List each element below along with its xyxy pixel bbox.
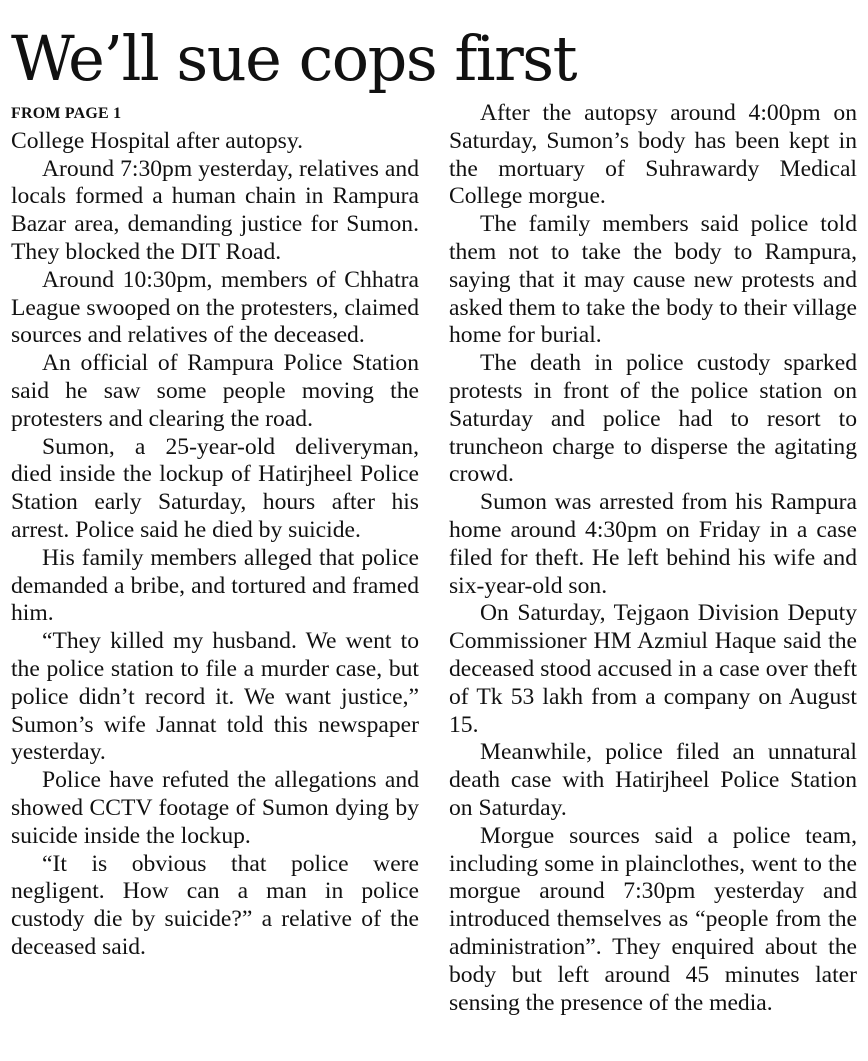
- paragraph: On Saturday, Tejgaon Division Deputy Commissioner HM Azmiul Haque said the deceased stood accused in a case over theft of Tk 53 lakh from a company on August 15.: [449, 600, 857, 738]
- paragraph: The family members said police told them not to take the body to Rampura, saying that it may cause new protests and asked them to take the body to their village home for burial.: [449, 211, 857, 349]
- paragraph: College Hospital after autopsy.: [11, 127, 304, 154]
- paragraph: Meanwhile, police filed an unnatural death case with Hatirjheel Police Station on Saturday.: [449, 739, 857, 821]
- paragraph: Police have refuted the allegations and showed CCTV footage of Sumon dying by suicide inside the lockup.: [11, 767, 419, 849]
- paragraph: Sumon was arrested from his Rampura home around 4:30pm on Friday in a case filed for theft. He left behind his wife and six-year-old son.: [449, 489, 857, 599]
- article-column-left: [11, 100, 419, 962]
- paragraph: Around 7:30pm yesterday, relatives and locals formed a human chain in Rampura Bazar area, demanding justice for Sumon. They blocked the DIT Road.: [11, 155, 419, 265]
- paragraph: “They killed my husband. We went to the police station to file a murder case, but police didn’t record it. We want justice,” Sumon’s wife Jannat told this newspaper yesterday.: [11, 628, 419, 766]
- paragraph: An official of Rampura Police Station said he saw some people moving the protesters and clearing the road.: [11, 350, 419, 432]
- paragraph: The death in police custody sparked protests in front of the police station on Saturday and police had to resort to truncheon charge to disperse the agitating crowd.: [449, 350, 857, 488]
- jump-kicker: FROM PAGE 1: [11, 105, 122, 122]
- paragraph: Around 10:30pm, members of Chhatra League swooped on the protesters, claimed sources and relatives of the deceased.: [11, 266, 419, 349]
- paragraph: Morgue sources said a police team, including some in plainclothes, went to the morgue around 7:30pm yesterday and introduced themselves as “people from the administration”. They enquired about the body but left around 45 minutes later sensing the presence of the media.: [449, 822, 857, 1016]
- paragraph: Sumon, a 25-year-old deliveryman, died inside the lockup of Hatirjheel Police Station early Saturday, hours after his arrest. Police said he died by suicide.: [11, 433, 419, 543]
- paragraph: After the autopsy around 4:00pm on Saturday, Sumon’s body has been kept in the mortuary of Suhrawardy Medical College morgue.: [449, 100, 857, 210]
- paragraph: “It is obvious that police were negligent. How can a man in police custody die by suicide?” a relative of the deceased said.: [11, 850, 419, 960]
- article-column-right: [449, 100, 857, 1017]
- paragraph: His family members alleged that police demanded a bribe, and tortured and framed him.: [11, 544, 419, 627]
- headline: We’ll sue cops first: [11, 22, 576, 95]
